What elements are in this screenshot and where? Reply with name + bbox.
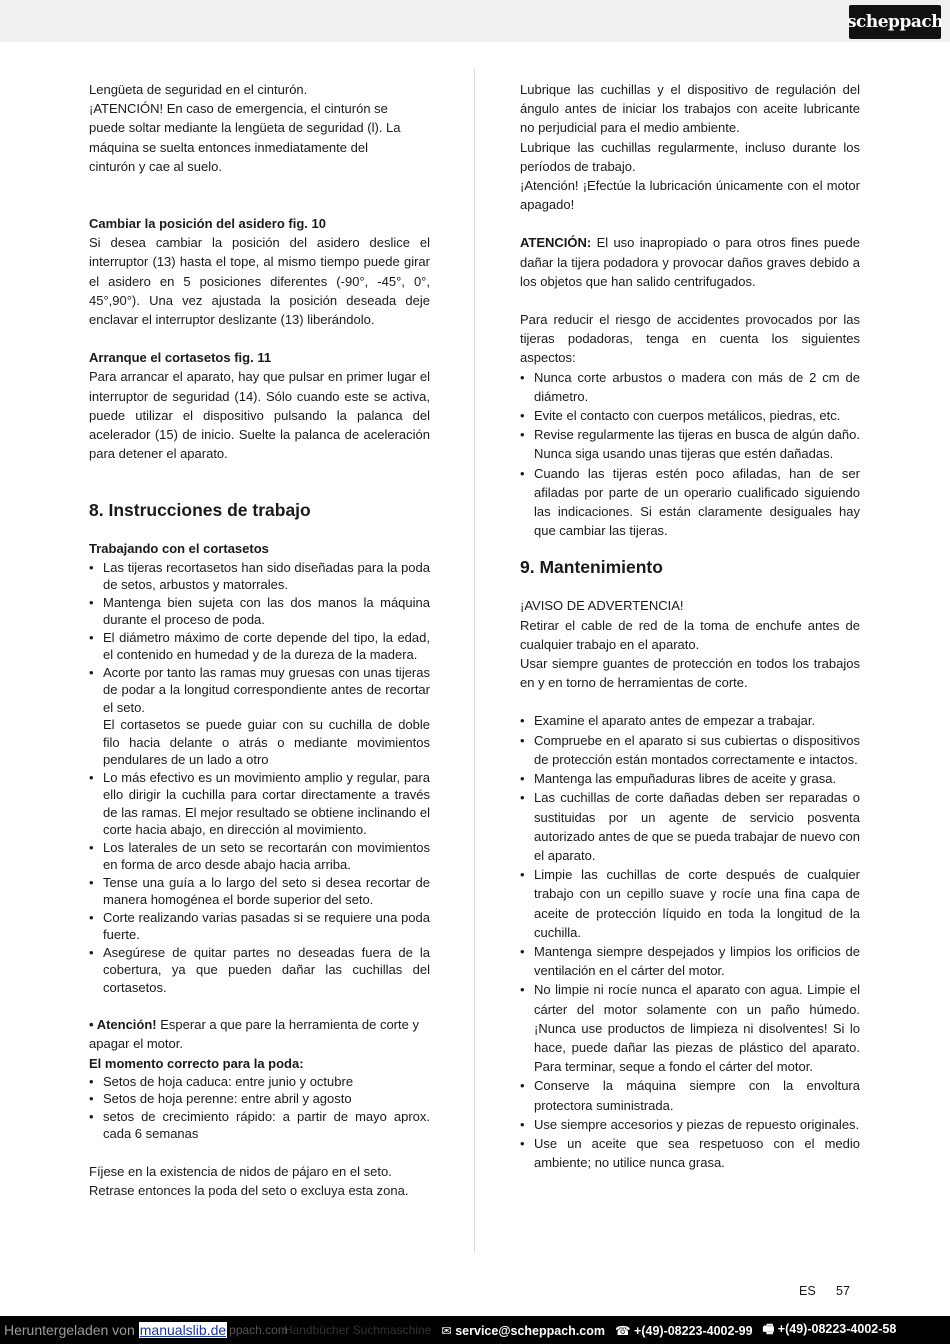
right-column [520,80,860,1172]
warning-text: El uso inapropiado o para otros fines puede dañar la tijera podadora y provocar daños graves debido a los objetos que han salido centrifugados. [520,235,860,289]
lube-paragraph: Lubrique las cuchillas regularmente, incluso durante los períodos de trabajo. [520,139,860,174]
maintenance-list [520,711,860,1172]
intro-paragraph: ¡ATENCIÓN! En caso de emergencia, el cinturón se puede soltar mediante la lengüeta de seguridad (l). La máquina se suelta entonces inmediatamente del cinturón y cae al suelo. [89,101,401,174]
list-item: • Evite el contacto con cuerpos metálicos, piedras, etc. [520,406,860,425]
list-item: • Acorte por tanto las ramas muy gruesas con unas tijeras de podar a la longitud correspondiente antes de recortar el seto. [89,664,430,717]
intro-line: Lengüeta de seguridad en el cinturón. [89,82,308,97]
list-item: • Las tijeras recortasetos han sido diseñadas para la poda de setos, arbustos y matorrales. [89,559,430,594]
working-list [89,559,430,997]
column-divider [474,68,475,1253]
list-item: • Setos de hoja caduca: entre junio y octubre [89,1073,430,1091]
section-9-heading: 9. Mantenimiento [520,557,663,578]
warning-label: ATENCIÓN: [520,235,592,251]
list-item: • Use un aceite que sea respetuoso con el medio ambiente; no utilice nunca grasa. [520,1134,860,1172]
service-email: ✉ service@scheppach.com [441,1323,605,1338]
download-bar [0,1316,950,1344]
timing-list [89,1073,430,1143]
nests-line: Fíjese en la existencia de nidos de pájaro en el seto. [89,1163,392,1179]
handle-heading: Cambiar la posición del asidero fig. 10 [89,216,326,232]
website-fragment: ppach.com [229,1323,288,1337]
list-item: • El diámetro máximo de corte depende del tipo, la edad, el contenido en humedad y de la dureza de la madera. [89,629,430,664]
list-item: • Tense una guía a lo largo del seto si desea recortar de manera homogénea el borde superior del seto. [89,874,430,909]
attention-label: Atención! [96,1017,157,1033]
list-item: • Cuando las tijeras estén poco afiladas, han de ser afiladas por parte de un operario cualificado siguiendo las indicaciones. Si están claramente desiguales hay que cambiar las tijeras. [520,464,860,541]
list-item: • Asegúrese de quitar partes no deseadas fuera de la cobertura, ya que pueden dañar las cuchillas del cortasetos. [89,944,430,997]
nests-line: Retrase entonces la poda del seto o excluya esta zona. [89,1182,409,1198]
lube-paragraph: Lubrique las cuchillas y el dispositivo de regulación del ángulo antes de iniciar los trabajos con aceite lubricante no perjudicial para el medio ambiente. [520,82,860,136]
working-heading: Trabajando con el cortasetos [89,541,269,557]
list-item: • Setos de hoja perenne: entre abril y agosto [89,1090,430,1108]
maintenance-warning: ¡AVISO DE ADVERTENCIA! [520,598,684,614]
list-item: • Use siempre accesorios y piezas de repuesto originales. [520,1115,860,1134]
section-8-heading: 8. Instrucciones de trabajo [89,500,311,521]
manualslib-link[interactable]: manualslib.de [139,1322,227,1338]
lube-paragraph: ¡Atención! ¡Efectúe la lubricación únicamente con el motor apagado! [520,178,860,213]
list-item: • Lo más efectivo es un movimiento amplio y regular, para ello dirigir la cuchilla para cortar directamente a través de las ramas. El mejor resultado se obtiene inclinando el corte hacia abajo, en dirección al movimiento. [89,769,430,839]
bullet-glyph: • [89,1017,97,1033]
brand-logo: scheppach [849,5,941,39]
attention-text: Esperar a que pare la herramienta de corte y apagar el motor. [89,1017,419,1052]
language-code: ES [799,1284,816,1298]
downloaded-from-text: Heruntergeladen von [4,1322,135,1338]
list-item: • setos de crecimiento rápido: a partir de mayo aprox. cada 6 semanas [89,1108,430,1143]
warning-paragraph [520,233,860,291]
attention-note [89,1015,430,1053]
list-item: • Limpie las cuchillas de corte después de cualquier trabajo con un cepillo suave y rocíe una fina capa de aceite de protección líquido en toda la longitud de la cuchilla. [520,865,860,942]
list-item: • No limpie ni rocíe nunca el aparato con agua. Limpie el cárter del motor solamente con un paño húmedo. ¡Nunca use productos de limpieza ni disolventes! Si lo hace, puede dañar las piezas de plástico del aparato. Para terminar, seque a fondo el cárter del motor. [520,980,860,1076]
list-item: • Mantenga siempre despejados y limpios los orificios de ventilación en el cárter del motor. [520,942,860,980]
list-item: • Revise regularmente las tijeras en busca de algún daño. Nunca siga usando unas tijeras que estén dañadas. [520,425,860,463]
list-item: • Las cuchillas de corte dañadas deben ser reparadas o sustituidas por un agente de servicio posventa autorizado antes de que se pueda trabajar de nuevo con el aparato. [520,788,860,865]
list-item: • Mantenga bien sujeta con las dos manos la máquina durante el proceso de poda. [89,594,430,629]
list-item: • Compruebe en el aparato si sus cubiertas o dispositivos de protección están montados correctamente e intactos. [520,731,860,769]
list-item-continued: El cortasetos se puede guiar con su cuchilla de doble filo hacia delante o atrás o mediante movimientos pendulares de un lado a otro [103,717,430,768]
top-bar [0,0,950,42]
list-item: • Corte realizando varias pasadas si se requiere una poda fuerte. [89,909,430,944]
handle-paragraph: Si desea cambiar la posición del asidero deslice el interruptor (13) hasta el tope, al mismo tiempo puede girar el asidero en 5 posiciones diferentes (-90°, -45°, 0°, 45°,90°). Una vez ajustada la posición deseada deje enclavar el interruptor deslizante (13) liberándolo. [89,235,430,328]
start-heading: Arranque el cortasetos fig. 11 [89,350,272,366]
fax-number: 🖷 +(49)-08223-4002-58 [762,1321,897,1336]
list-item: • Conserve la máquina siempre con la envoltura protectora suministrada. [520,1076,860,1114]
left-column [89,80,430,1200]
search-engine-text: Handbücher Suchmaschine [283,1323,432,1337]
maintenance-paragraph: Usar siempre guantes de protección en todos los trabajos en y en torno de herramientas de corte. [520,656,860,691]
risk-list [520,368,860,541]
risk-intro: Para reducir el riesgo de accidentes provocados por las tijeras podadoras, tenga en cuenta los siguientes aspectos: [520,312,860,366]
timing-heading: El momento correcto para la poda: [89,1055,304,1071]
phone-number: ☎ +(49)-08223-4002-99 [615,1323,753,1338]
maintenance-paragraph: Retirar el cable de red de la toma de enchufe antes de cualquier trabajo en el aparato. [520,617,860,652]
list-item: • Nunca corte arbustos o madera con más de 2 cm de diámetro. [520,368,860,406]
list-item: • Mantenga las empuñaduras libres de aceite y grasa. [520,769,860,788]
list-item: • Examine el aparato antes de empezar a trabajar. [520,711,860,730]
start-paragraph: Para arrancar el aparato, hay que pulsar en primer lugar el interruptor de seguridad (14). Sólo cuando este se activa, puede utilizar el dispositivo pulsando la palanca del acelerador (15) de inicio. Suelte la palanca de aceleración para detener el aparato. [89,369,430,462]
list-item: • Los laterales de un seto se recortarán con movimientos en forma de arco desde abajo hacia arriba. [89,839,430,874]
page-number: 57 [836,1284,850,1298]
